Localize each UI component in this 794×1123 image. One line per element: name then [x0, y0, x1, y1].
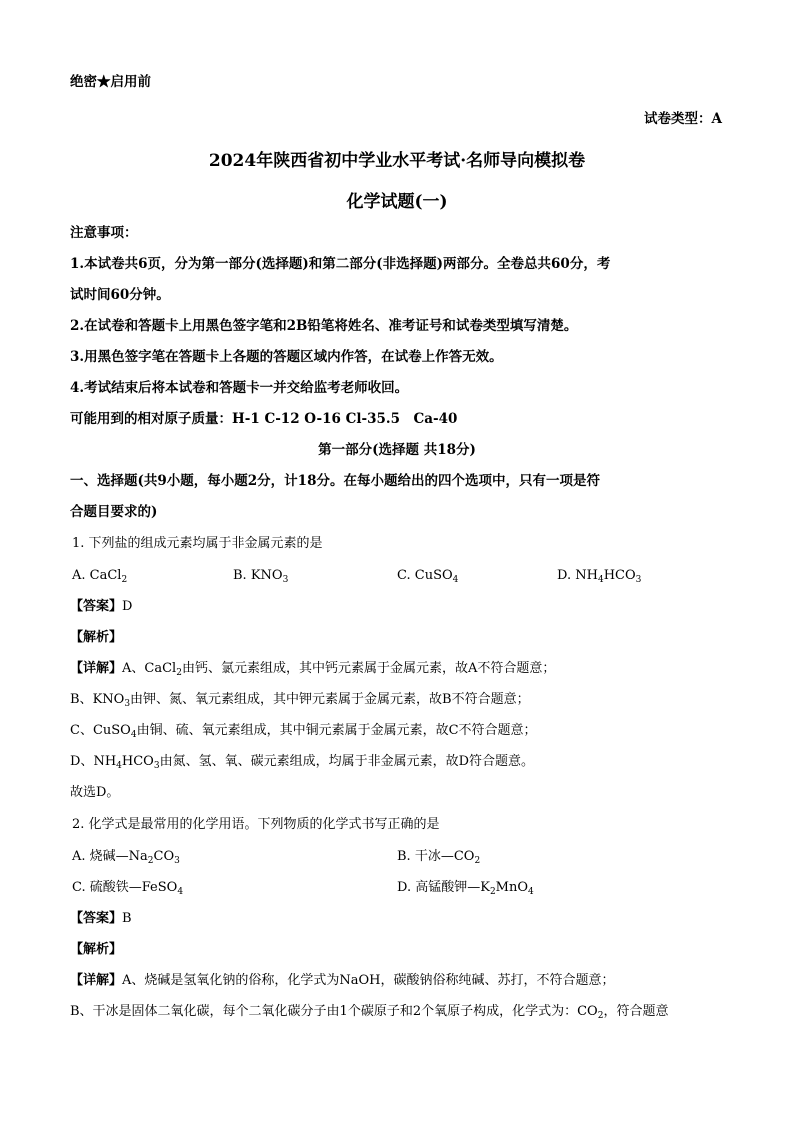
q1-detail-3-pre: C、 [70, 723, 93, 738]
q2-option-d-subscript-2: 4 [528, 887, 534, 897]
q1-option-c [397, 567, 458, 585]
q1-detail-4-subscript-1: 4 [116, 761, 122, 771]
q1-option-d-subscript-2: 3 [635, 575, 642, 585]
exam-subtitle: 化学试题(一) [346, 192, 448, 212]
q2-detail-2-text: B、干冰是固体二氧化碳，每个二氧化碳分子由1个碳原子和2个氧原子构成，化学式为：CO [70, 1004, 598, 1019]
answer-tag: 【答案】 [70, 911, 123, 926]
q1-detail-4-formula-2: HCO [121, 754, 154, 769]
q2-answer-value: B [122, 911, 132, 926]
q2-detail-line-1 [70, 972, 615, 990]
q2-option-b [397, 848, 480, 866]
q1-detail-line-4 [70, 753, 534, 771]
q1-detail-2-pre: B、 [70, 692, 93, 707]
q1-option-a-subscript: 2 [121, 575, 128, 585]
q1-stem: 1. 下列盐的组成元素均属于非金属元素的是 [72, 536, 323, 551]
q1-option-d-formula-2: HCO [603, 568, 636, 583]
q1-detail-1-pre: A、 [122, 661, 145, 676]
analysis-tag: 【解析】 [70, 630, 123, 645]
q2-detail-2-subscript: 2 [597, 1011, 604, 1021]
q1-detail-1-formula: CaCl [144, 661, 177, 676]
note-2: 2.在试卷和答题卡上用黑色签字笔和2B铅笔将姓名、准考证号和试卷类型填写清楚。 [70, 318, 578, 334]
q1-detail-4-pre: D、 [70, 754, 94, 769]
exam-title: 2024年陕西省初中学业水平考试·名师导向模拟卷 [208, 151, 586, 171]
q1-option-a [72, 567, 127, 585]
q1-detail-3-formula: CuSO [92, 723, 131, 738]
note-1-line-2: 试时间60分钟。 [70, 287, 170, 303]
q2-option-a-subscript-2: 3 [174, 856, 180, 866]
q1-option-a-label: A. [72, 568, 90, 583]
q1-option-b-formula: KNO [250, 568, 283, 583]
q1-option-d-formula-1: NH [575, 568, 598, 583]
q2-option-b-text: B. 干冰—CO [397, 849, 475, 864]
note-4: 4.考试结束后将本试卷和答题卡一并交给监考老师收回。 [70, 380, 409, 396]
q1-detail-3-subscript: 4 [130, 730, 137, 740]
q1-detail-4-formula-1: NH [93, 754, 117, 769]
q2-option-d [397, 879, 534, 897]
analysis-tag: 【解析】 [70, 942, 123, 957]
q1-detail-2-text: 由钾、氮、氧元素组成，其中钾元素属于金属元素，故B不符合题意； [130, 692, 530, 707]
q2-option-d-formula: MnO [495, 880, 529, 895]
q2-option-c [72, 879, 183, 897]
detail-tag: 【详解】 [70, 973, 123, 988]
q1-option-c-label: C. [397, 568, 415, 583]
q1-detail-4-text: 由氮、氢、氧、碳元素组成，均属于非金属元素，故D符合题意。 [159, 754, 535, 769]
q2-option-d-text: D. 高锰酸钾—K [397, 880, 490, 895]
q1-detail-2-formula: KNO [92, 692, 125, 707]
q2-analysis-tag [70, 941, 122, 959]
q1-detail-line-3 [70, 722, 537, 740]
q1-option-c-subscript: 4 [452, 575, 459, 585]
q2-detail-line-2 [70, 1003, 722, 1021]
part1-heading: 第一部分(选择题 共18分) [318, 442, 476, 458]
q1-option-d-label: D. [557, 568, 576, 583]
q2-option-a-subscript-1: 2 [147, 856, 154, 866]
q1-option-c-formula: CuSO [414, 568, 453, 583]
q2-option-a-formula: CO [153, 849, 175, 864]
q1-answer [70, 598, 132, 616]
q1-option-a-formula: CaCl [89, 568, 122, 583]
q2-option-a-text: A. 烧碱—Na [72, 849, 148, 864]
section-instructions-line-1: 一、选择题(共9小题，每小题2分，计18分。在每小题给出的四个选项中，只有一项是符 [70, 473, 600, 489]
note-1-line-1: 1.本试卷共6页，分为第一部分(选择题)和第二部分(非选择题)两部分。全卷总共60分，考 [70, 256, 611, 272]
q1-analysis-tag [70, 629, 122, 647]
q2-option-d-subscript-1: 2 [489, 887, 496, 897]
note-3: 3.用黑色签字笔在答题卡上各题的答题区域内作答，在试卷上作答无效。 [70, 349, 503, 365]
q1-detail-line-2 [70, 691, 530, 709]
q1-detail-1-text: 由钙、氯元素组成，其中钙元素属于金属元素，故A不符合题意； [181, 661, 556, 676]
q1-detail-line-1 [70, 660, 555, 678]
q2-option-c-text: C. 硫酸铁—FeSO [72, 880, 178, 895]
q2-option-b-subscript: 2 [474, 856, 481, 866]
q2-option-c-subscript: 4 [177, 887, 184, 897]
q1-detail-4-subscript-2: 3 [153, 761, 160, 771]
atomic-masses: 可能用到的相对原子质量：H-1 C-12 O-16 Cl-35.5 Ca-40 [70, 411, 458, 427]
q1-detail-1-subscript: 2 [176, 668, 182, 678]
q2-detail-1-text: A、烧碱是氢氧化钠的俗称，化学式为NaOH，碳酸钠俗称纯碱、苏打，不符合题意； [122, 973, 615, 988]
q2-stem: 2. 化学式是最常用的化学用语。下列物质的化学式书写正确的是 [72, 817, 440, 832]
q1-option-b-subscript: 3 [282, 575, 289, 585]
q1-option-d [557, 567, 641, 585]
q2-detail-2-tail: ，符合题意 [603, 1004, 669, 1019]
paper-type: 试卷类型：A [644, 111, 722, 127]
q1-option-d-subscript-1: 4 [597, 575, 604, 585]
detail-tag: 【详解】 [70, 661, 123, 676]
q1-answer-value: D [122, 599, 133, 614]
q1-detail-2-subscript: 3 [124, 699, 131, 709]
q1-detail-3-text: 由铜、硫、氧元素组成，其中铜元素属于金属元素，故C不符合题意； [136, 723, 537, 738]
section-instructions-line-2: 合题目要求的) [70, 504, 158, 520]
notes-heading: 注意事项： [70, 225, 138, 241]
answer-tag: 【答案】 [70, 599, 123, 614]
q1-option-b [233, 567, 288, 585]
q1-conclusion: 故选D。 [70, 785, 120, 800]
q2-option-a [72, 848, 180, 866]
q2-answer [70, 910, 132, 928]
q1-option-b-label: B. [233, 568, 251, 583]
confidential-mark: 绝密★启用前 [70, 74, 151, 90]
